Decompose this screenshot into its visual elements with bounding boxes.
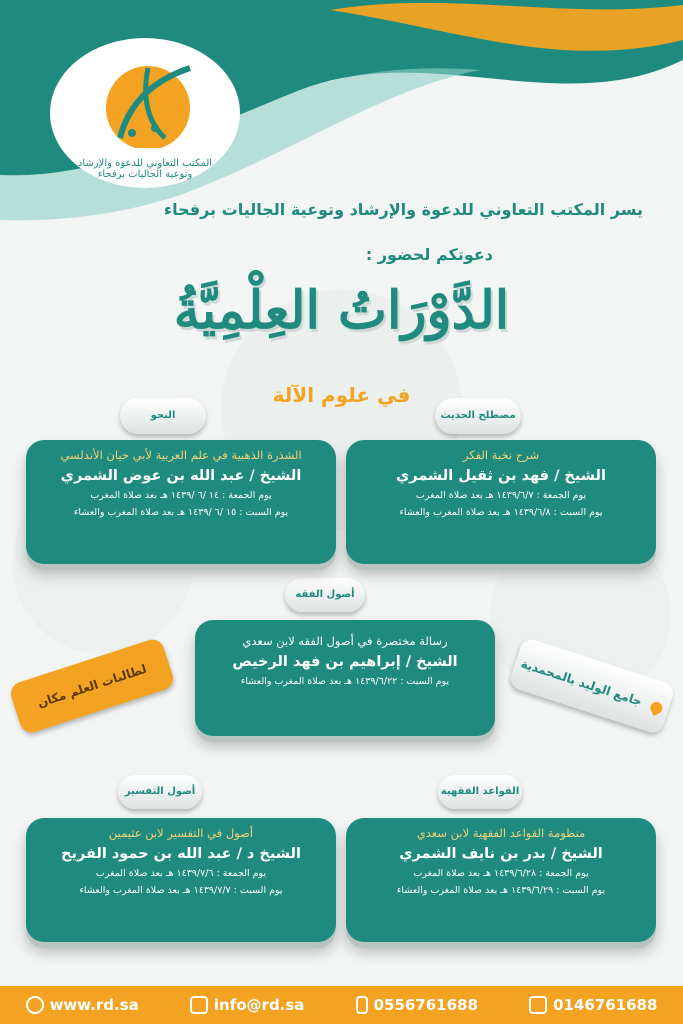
email-text: info@rd.sa bbox=[213, 996, 305, 1014]
mobile-text: 0556761688 bbox=[373, 996, 478, 1014]
course-sheikh: الشيخ / فهد بن ثقيل الشمري bbox=[396, 468, 606, 484]
course-day1: يوم الجمعة : ١٤٣٩/٧/٦ هـ بعد صلاة المغرب bbox=[95, 868, 267, 879]
website-text: www.rd.sa bbox=[49, 996, 139, 1014]
email-icon bbox=[190, 996, 208, 1014]
tag-tafsir: أصول التفسير bbox=[118, 775, 202, 809]
course-book: أصول في التفسير لابن عثيمين bbox=[108, 826, 254, 840]
footer-email[interactable] bbox=[190, 996, 305, 1014]
course-day2: يوم السبت : ١٤٣٩/٦/٨ هـ بعد صلاة المغرب والعشاء bbox=[399, 507, 603, 518]
course-book: رسالة مختصرة في أصول الفقه لابن سعدي bbox=[242, 634, 448, 648]
org-name-line2: وتوعية الجاليات برفحاء bbox=[97, 169, 193, 180]
tag-qawaid: القواعد الفقهية bbox=[438, 775, 522, 809]
tag-nahw: النحو bbox=[120, 398, 206, 434]
invite-text: دعوتكم لحضور : bbox=[365, 245, 493, 264]
course-day2: يوم السبت : ١٥ /٦ /١٤٣٩ هـ بعد صلاة المغرب والعشاء bbox=[73, 507, 289, 518]
logo-icon bbox=[50, 38, 240, 148]
globe-icon bbox=[26, 996, 44, 1014]
women-note-tag: لطالبات العلم مكان bbox=[8, 637, 176, 736]
course-card-qawaid bbox=[346, 818, 656, 942]
course-sheikh: الشيخ / بدر بن نايف الشمري bbox=[399, 846, 603, 862]
location-pin-icon bbox=[649, 700, 665, 716]
course-card-hadith bbox=[346, 440, 656, 564]
intro-text: يسر المكتب التعاوني للدعوة والإرشاد وتوعية الجاليات برفحاء bbox=[163, 200, 643, 219]
main-title: الدَّوْرَاتُ العِلْمِيَّةُ bbox=[173, 280, 510, 341]
course-card-nahw bbox=[26, 440, 336, 564]
tag-hadith: مصطلح الحديث bbox=[435, 398, 521, 434]
course-sheikh: الشيخ / عبد الله بن عوض الشمري bbox=[60, 468, 302, 484]
footer-phone[interactable] bbox=[529, 996, 657, 1014]
course-book: منظومة القواعد الفقهية لابن سعدي bbox=[416, 826, 586, 840]
course-day1: يوم السبت : ١٤٣٩/٦/٢٢ هـ بعد صلاة المغرب والعشاء bbox=[240, 676, 450, 687]
footer-mobile[interactable] bbox=[356, 996, 478, 1014]
course-day1: يوم الجمعة : ١٤٣٩/٦/٧ هـ بعد صلاة المغرب bbox=[415, 490, 587, 501]
course-sheikh: الشيخ د / عبد الله بن حمود الفريح bbox=[61, 846, 301, 862]
course-sheikh: الشيخ / إبراهيم بن فهد الرخيص bbox=[232, 654, 458, 670]
footer-website[interactable] bbox=[26, 996, 139, 1014]
phone-icon bbox=[529, 996, 547, 1014]
course-card-usul-fiqh bbox=[195, 620, 495, 736]
tag-usul-fiqh: أصول الفقه bbox=[285, 578, 365, 612]
mobile-icon bbox=[356, 996, 368, 1014]
course-book: شرح نخبة الفكر bbox=[462, 448, 540, 462]
footer-bar bbox=[0, 986, 683, 1024]
course-day1: يوم الجمعة : ١٤ /٦ /١٤٣٩ هـ بعد صلاة المغرب bbox=[90, 490, 272, 501]
course-card-tafsir bbox=[26, 818, 336, 942]
location-text: جامع الوليد بالمحمدية bbox=[519, 656, 644, 709]
course-day2: يوم السبت : ١٤٣٩/٧/٧ هـ بعد صلاة المغرب والعشاء bbox=[79, 885, 283, 896]
course-day1: يوم الجمعة : ١٤٣٩/٦/٢٨ هـ بعد صلاة المغرب bbox=[413, 868, 589, 879]
org-name-line1: المكتب التعاوني للدعوة والإرشاد bbox=[77, 158, 213, 169]
sub-title: في علوم الآلة bbox=[272, 383, 411, 407]
logo-badge bbox=[50, 38, 240, 188]
phone-text: 0146761688 bbox=[553, 996, 658, 1014]
course-day2: يوم السبت : ١٤٣٩/٦/٢٩ هـ بعد صلاة المغرب والعشاء bbox=[396, 885, 606, 896]
course-book: الشذرة الذهبية في علم العربية لأبي حيان الأندلسي bbox=[60, 448, 302, 462]
